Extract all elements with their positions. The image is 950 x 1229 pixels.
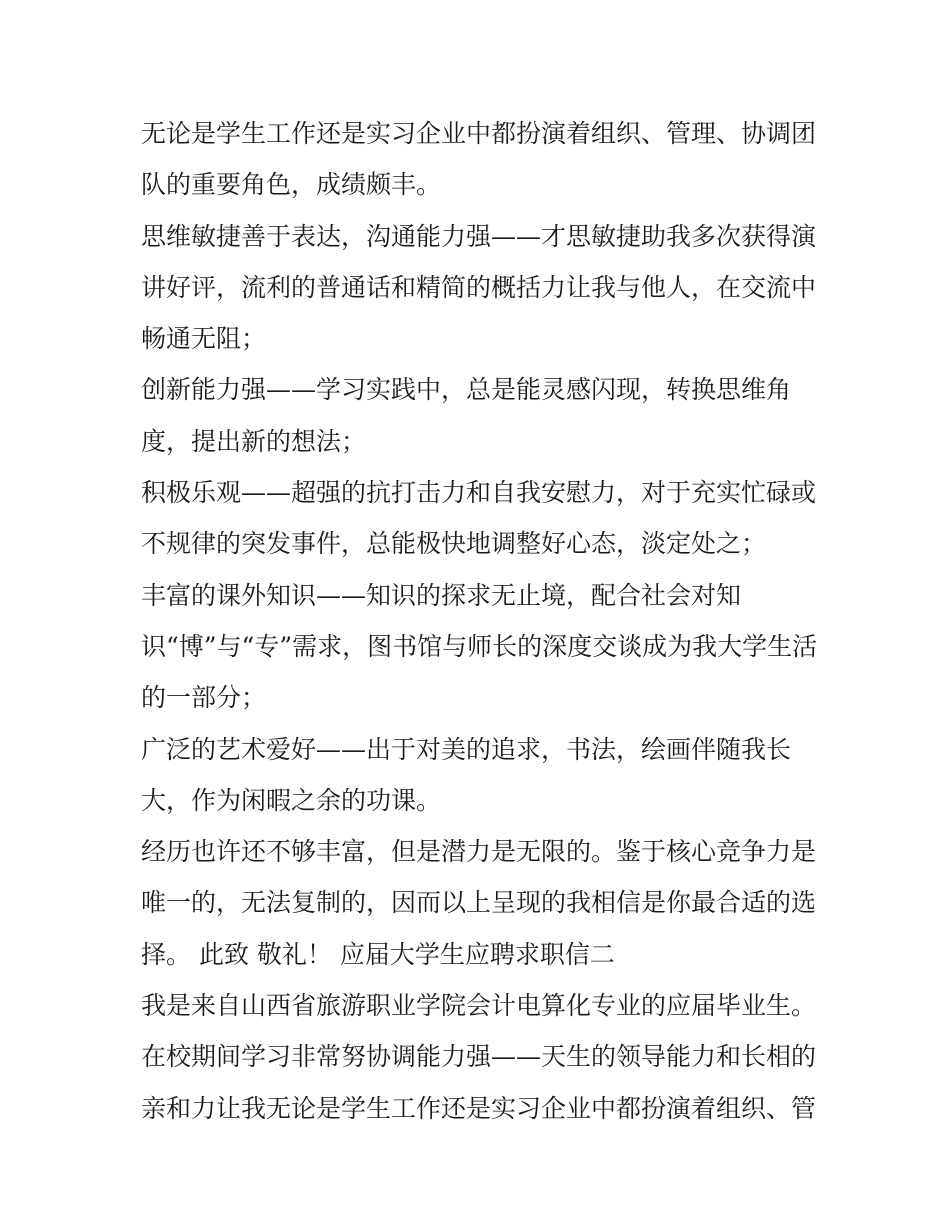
- text-line: 无论是学生工作还是实习企业中都扮演着组织、管理、协调团: [141, 119, 817, 148]
- text-line: 大，作为闲暇之余的功课。: [141, 785, 442, 815]
- text-line: 积极乐观——超强的抗打击力和自我安慰力，对于充实忙碌或: [141, 478, 817, 508]
- text-line: 唯一的，无法复制的，因而以上呈现的我相信是你最合适的选: [141, 888, 817, 918]
- text-line: 队的重要角色，成绩颇丰。: [141, 170, 442, 200]
- text-line: 的一部分；: [141, 683, 267, 713]
- text-line: 讲好评，流利的普通话和精简的概括力让我与他人，在交流中: [141, 272, 817, 302]
- text-line: 创新能力强——学习实践中，总是能灵感闪现，转换思维角: [141, 375, 792, 405]
- text-line: 畅通无阻；: [141, 324, 267, 354]
- text-line: 广泛的艺术爱好——出于对美的追求，书法，绘画伴随我长: [141, 734, 792, 764]
- text-line: 经历也许还不够丰富，但是潜力是无限的。鉴于核心竞争力是: [141, 837, 817, 867]
- text-line: 择。 此致 敬礼！ 应届大学生应聘求职信二: [141, 939, 615, 969]
- text-line: 我是来自山西省旅游职业学院会计电算化专业的应届毕业生。: [141, 991, 817, 1021]
- text-line: 识“博”与“专”需求，图书馆与师长的深度交谈成为我大学生活: [141, 631, 818, 661]
- text-line: 在校期间学习非常努协调能力强——天生的领导能力和长相的: [141, 1042, 817, 1072]
- text-line: 思维敏捷善于表达，沟通能力强——才思敏捷助我多次获得演: [141, 221, 817, 251]
- text-line: 亲和力让我无论是学生工作还是实习企业中都扮演着组织、管: [141, 1093, 817, 1123]
- text-line: 不规律的突发事件，总能极快地调整好心态，淡定处之；: [141, 529, 767, 559]
- document-body: [141, 108, 841, 1134]
- text-line: 度，提出新的想法；: [141, 426, 367, 456]
- text-line: 丰富的课外知识——知识的探求无止境，配合社会对知: [141, 580, 742, 610]
